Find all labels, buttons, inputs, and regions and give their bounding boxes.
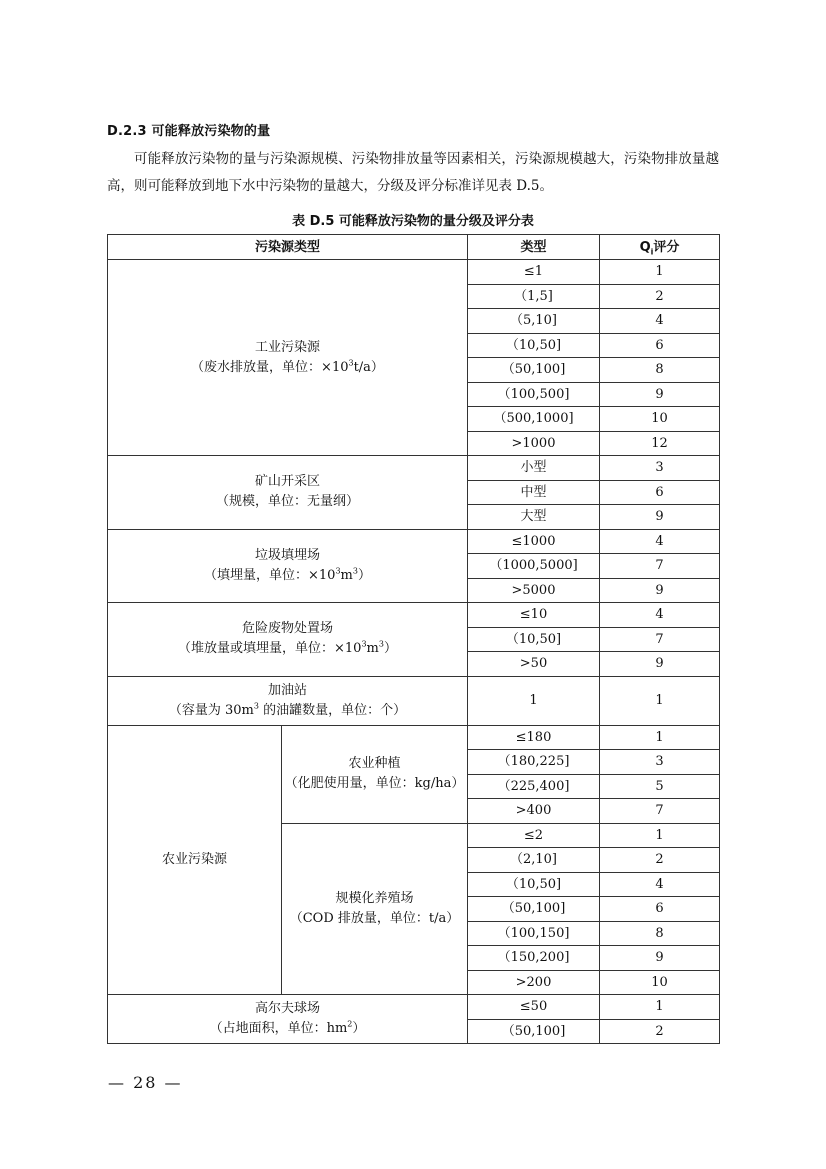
- type-cell: >1000: [468, 431, 600, 456]
- planting-name: 农业种植: [348, 756, 401, 771]
- type-cell: >5000: [468, 578, 600, 603]
- industrial-name: 工业污染源: [254, 339, 320, 355]
- planting-subcategory: [282, 725, 468, 823]
- score-cell: 10: [600, 970, 720, 995]
- type-cell: >400: [468, 799, 600, 824]
- type-cell: 中型: [468, 480, 600, 505]
- score-cell: 9: [600, 505, 720, 530]
- table-caption: 表 D.5 可能释放污染物的量分级及评分表: [292, 214, 534, 229]
- hazardous-name: 危险废物处置场: [241, 621, 333, 637]
- landfill-unit: [108, 566, 467, 586]
- livestock-name: 规模化养殖场: [335, 890, 414, 906]
- landfill-unit-m: m: [340, 567, 353, 583]
- agriculture-category: 农业污染源: [108, 725, 282, 995]
- score-cell: 6: [600, 897, 720, 922]
- type-cell: 大型: [468, 505, 600, 530]
- gas-station-category: [108, 676, 468, 725]
- hazardous-category: [108, 603, 468, 677]
- mining-name: 矿山开采区: [254, 474, 320, 490]
- golf-unit-suffix: ）: [352, 1021, 366, 1036]
- score-table-wrapper: [107, 234, 720, 1044]
- table-row: [108, 995, 720, 1020]
- header-score-label: 评分: [653, 239, 680, 255]
- gas-station-unit-exponent: 3: [253, 701, 259, 711]
- type-cell: 1: [468, 676, 600, 725]
- type-cell: （1000,5000]: [468, 554, 600, 579]
- score-cell: 8: [600, 921, 720, 946]
- type-cell: （50,100]: [468, 1019, 600, 1044]
- gas-station-name: 加油站: [267, 682, 307, 698]
- type-cell: （10,50]: [468, 333, 600, 358]
- table-row: [108, 456, 720, 481]
- type-cell: （50,100]: [468, 897, 600, 922]
- score-cell: 7: [600, 799, 720, 824]
- page-number: — 28 —: [108, 1073, 183, 1092]
- golf-unit-exponent: 2: [347, 1019, 353, 1029]
- landfill-name: 垃圾填埋场: [254, 547, 320, 563]
- score-cell: 4: [600, 529, 720, 554]
- type-cell: ≤1000: [468, 529, 600, 554]
- type-cell: >200: [468, 970, 600, 995]
- gas-station-unit: [108, 701, 467, 721]
- type-cell: ≤50: [468, 995, 600, 1020]
- score-cell: 9: [600, 652, 720, 677]
- table-row: [108, 603, 720, 628]
- type-cell: （500,1000]: [468, 407, 600, 432]
- industrial-category: [108, 260, 468, 456]
- type-cell: （225,400]: [468, 774, 600, 799]
- hazardous-unit: [108, 639, 467, 659]
- type-cell: （150,200]: [468, 946, 600, 971]
- table-row: [108, 676, 720, 725]
- hazardous-unit-text: （堆放量或填埋量，单位：×10: [178, 641, 362, 657]
- score-table: [107, 234, 720, 1044]
- type-cell: ≤10: [468, 603, 600, 628]
- type-cell: ≤1: [468, 260, 600, 285]
- score-cell: 1: [600, 995, 720, 1020]
- planting-unit: （化肥使用量，单位：kg/ha）: [284, 776, 465, 791]
- score-cell: 8: [600, 358, 720, 383]
- landfill-category: [108, 529, 468, 603]
- livestock-subcategory: [282, 823, 468, 995]
- landfill-unit-exponent-2: 3: [352, 566, 358, 576]
- type-cell: （100,150]: [468, 921, 600, 946]
- score-cell: 7: [600, 554, 720, 579]
- header-source: 污染源类型: [108, 235, 468, 260]
- header-score-subscript: i: [650, 247, 654, 257]
- golf-name: 高尔夫球场: [254, 1001, 320, 1016]
- score-cell: 9: [600, 946, 720, 971]
- hazardous-unit-m: m: [366, 641, 379, 657]
- score-cell: 12: [600, 431, 720, 456]
- header-score-q: Q: [639, 239, 651, 255]
- score-cell: 6: [600, 333, 720, 358]
- type-cell: ≤2: [468, 823, 600, 848]
- livestock-unit: （COD 排放量，单位：t/a）: [289, 910, 460, 926]
- type-cell: （50,100]: [468, 358, 600, 383]
- golf-unit-text: （占地面积，单位：hm: [209, 1021, 348, 1036]
- score-cell: 1: [600, 676, 720, 725]
- table-row: [108, 725, 720, 750]
- golf-category: [108, 995, 468, 1044]
- table-row: [108, 529, 720, 554]
- type-cell: >50: [468, 652, 600, 677]
- type-cell: （100,500]: [468, 382, 600, 407]
- score-cell: 5: [600, 774, 720, 799]
- type-cell: （2,10]: [468, 848, 600, 873]
- gas-station-unit-text: （容量为 30m: [168, 702, 254, 718]
- header-type: 类型: [468, 235, 600, 260]
- body-paragraph: 可能释放污染物的量与污染源规模、污染物排放量等因素相关，污染源规模越大，污染物排放量越高，则可能释放到地下水中污染物的量越大，分级及评分标准详见表 D.5。: [107, 151, 719, 194]
- score-cell: 7: [600, 627, 720, 652]
- score-cell: 4: [600, 309, 720, 334]
- industrial-unit-exponent: 3: [348, 358, 354, 368]
- table-row: [108, 260, 720, 285]
- landfill-unit-suffix: ）: [357, 567, 371, 583]
- score-cell: 2: [600, 284, 720, 309]
- type-cell: （1,5]: [468, 284, 600, 309]
- table-header-row: [108, 235, 720, 260]
- hazardous-unit-exponent: 3: [361, 639, 367, 649]
- type-cell: （10,50]: [468, 872, 600, 897]
- mining-category: [108, 456, 468, 530]
- score-cell: 9: [600, 578, 720, 603]
- type-cell: （10,50]: [468, 627, 600, 652]
- score-cell: 4: [600, 603, 720, 628]
- score-cell: 1: [600, 260, 720, 285]
- industrial-unit-text: （废水排放量，单位：×10: [191, 359, 349, 375]
- type-cell: ≤180: [468, 725, 600, 750]
- golf-unit: [108, 1019, 467, 1039]
- gas-station-unit-suffix: 的油罐数量，单位：个）: [258, 702, 407, 718]
- score-cell: 1: [600, 725, 720, 750]
- section-heading: D.2.3 可能释放污染物的量: [107, 124, 271, 139]
- type-cell: 小型: [468, 456, 600, 481]
- score-cell: 2: [600, 848, 720, 873]
- score-cell: 3: [600, 750, 720, 775]
- mining-unit: （规模，单位：无量纲）: [215, 494, 359, 510]
- score-cell: 1: [600, 823, 720, 848]
- type-cell: （5,10]: [468, 309, 600, 334]
- score-cell: 10: [600, 407, 720, 432]
- score-cell: 3: [600, 456, 720, 481]
- hazardous-unit-exponent-2: 3: [378, 639, 384, 649]
- header-score: [600, 235, 720, 260]
- industrial-unit: [108, 358, 467, 378]
- score-cell: 2: [600, 1019, 720, 1044]
- type-cell: （180,225]: [468, 750, 600, 775]
- landfill-unit-exponent: 3: [335, 566, 341, 576]
- industrial-unit-suffix: t/a）: [353, 359, 384, 375]
- score-cell: 4: [600, 872, 720, 897]
- landfill-unit-text: （填埋量，单位：×10: [204, 567, 336, 583]
- score-cell: 6: [600, 480, 720, 505]
- score-cell: 9: [600, 382, 720, 407]
- hazardous-unit-suffix: ）: [383, 641, 397, 657]
